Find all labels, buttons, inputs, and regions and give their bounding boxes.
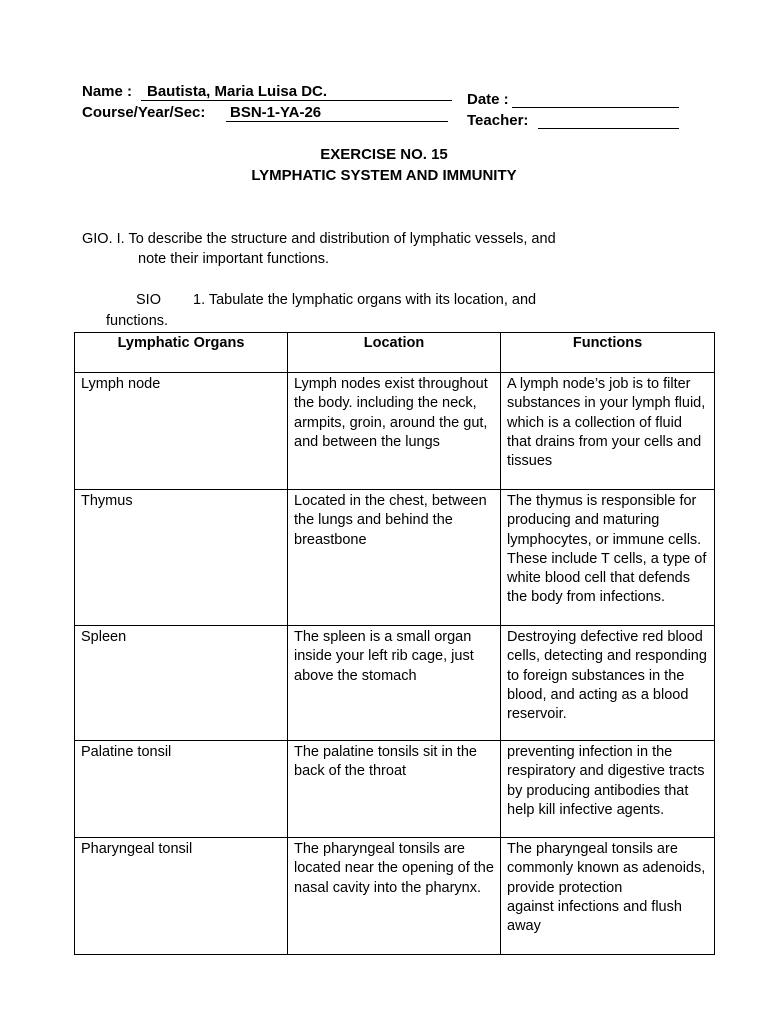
function-cell: The pharyngeal tonsils are commonly known as adenoids, provide protection against infections and flush away [501,838,715,955]
table-row [75,626,715,741]
subject-title: LYMPHATIC SYSTEM AND IMMUNITY [251,167,517,184]
function-cell: Destroying defective red blood cells, detecting and responding to foreign substances in the blood, and acting as a blood reservoir. [501,626,715,741]
location-cell: Located in the chest, between the lungs and behind the breastbone [288,490,501,626]
date-label: Date : [467,91,509,108]
location-cell: The palatine tonsils sit in the back of the throat [288,741,501,838]
location-cell: The spleen is a small organ inside your left rib cage, just above the stomach [288,626,501,741]
column-header-location: Location [288,333,501,373]
table-row [75,490,715,626]
organ-cell: Pharyngeal tonsil [75,838,288,955]
column-header-organs: Lymphatic Organs [75,333,288,373]
date-underline [512,107,679,108]
course-label: Course/Year/Sec: [82,104,206,121]
table-header-row [75,333,715,373]
name-label: Name : [82,83,133,100]
exercise-title: EXERCISE NO. 15 [320,146,448,163]
organ-cell: Palatine tonsil [75,741,288,838]
function-cell: The thymus is responsible for producing and maturing lymphocytes, or immune cells. These include T cells, a type of white blood cell that defends the body from infections. [501,490,715,626]
gio-line-1: GIO. I. To describe the structure and distribution of lymphatic vessels, and [82,231,556,247]
course-underline [226,121,448,122]
function-cell: A lymph node’s job is to filter substances in your lymph fluid, which is a collection of fluid that drains from your cells and tissues [501,373,715,490]
organ-cell: Thymus [75,490,288,626]
organ-cell: Spleen [75,626,288,741]
name-underline [141,100,452,101]
table-row [75,373,715,490]
name-value: Bautista, Maria Luisa DC. [147,83,328,100]
organ-cell: Lymph node [75,373,288,490]
course-value: BSN-1-YA-26 [230,104,322,121]
gio-line-2: note their important functions. [138,251,330,267]
location-cell: The pharyngeal tonsils are located near the opening of the nasal cavity into the pharynx. [288,838,501,955]
teacher-label: Teacher: [467,112,529,129]
column-header-functions: Functions [501,333,715,373]
table-row [75,741,715,838]
location-cell: Lymph nodes exist throughout the body. including the neck, armpits, groin, around the gut, and between the lungs [288,373,501,490]
sio-line-1: 1. Tabulate the lymphatic organs with its location, and [193,292,537,308]
teacher-underline [538,128,679,129]
table-row [75,838,715,955]
lymphatic-organs-table [74,332,715,955]
function-cell: preventing infection in the respiratory and digestive tracts by producing antibodies that help kill infective agents. [501,741,715,838]
sio-label: SIO [136,292,161,308]
sio-line-2: functions. [106,313,169,329]
